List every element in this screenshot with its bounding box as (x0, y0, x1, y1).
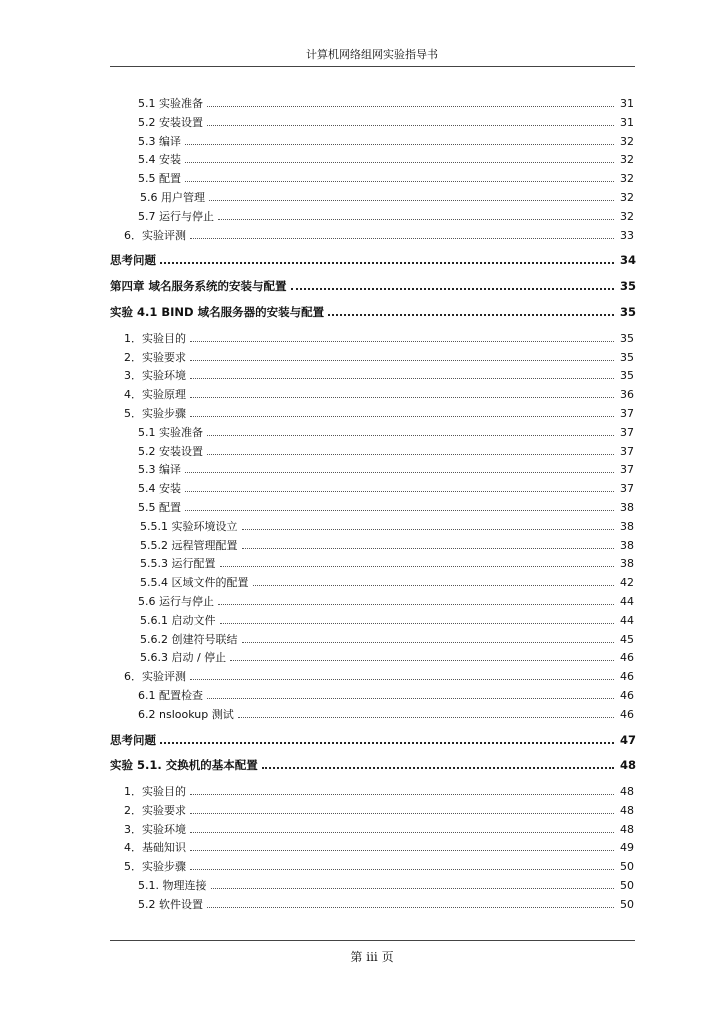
dot-leader (242, 528, 615, 530)
toc-entry-label: 2．实验要求 (124, 350, 186, 364)
toc-entry[interactable] (110, 858, 634, 877)
toc-entry-page-number: 50 (620, 897, 634, 911)
dot-leader (242, 547, 615, 549)
dot-leader (160, 261, 614, 264)
toc-entry-page-number: 45 (620, 632, 634, 646)
toc-entry[interactable] (110, 133, 634, 152)
dot-leader (328, 313, 614, 316)
toc-entry-label: 5.6 运行与停止 (138, 594, 214, 608)
toc-heading-entry[interactable] (110, 278, 637, 297)
toc-entry-label: 5.5.1 实验环境设立 (140, 519, 238, 533)
toc-entry-label: 5.2 软件设置 (138, 897, 203, 911)
toc-entry-page-number: 50 (620, 879, 634, 893)
page-number: 第 iii 页 (350, 950, 394, 964)
toc-entry-label: 5.3 编译 (138, 134, 181, 148)
toc-entry-label: 5.5 配置 (138, 500, 181, 514)
toc-entry-label: 5.4 安装 (138, 482, 181, 496)
dot-leader (218, 603, 614, 605)
toc-entry-label: 5.6.1 启动文件 (140, 613, 216, 627)
dot-leader (209, 199, 614, 201)
toc-entry-label: 5.5 配置 (138, 172, 181, 186)
toc-entry-label: 思考问题 (110, 732, 156, 747)
dot-leader (238, 716, 614, 718)
header-divider (110, 66, 635, 67)
toc-entry[interactable] (110, 227, 634, 246)
dot-leader (185, 509, 614, 511)
toc-entry-page-number: 32 (620, 190, 634, 204)
toc-entry[interactable] (110, 896, 634, 915)
toc-entry-label: 5.7 运行与停止 (138, 209, 214, 223)
toc-entry-page-number: 36 (620, 388, 634, 402)
dot-leader (220, 622, 615, 624)
dot-leader (207, 105, 614, 107)
dot-leader (185, 490, 614, 492)
toc-entry-page-number: 32 (620, 209, 634, 223)
toc-entry[interactable] (110, 208, 634, 227)
toc-entry-label: 3．实验环境 (124, 822, 186, 836)
toc-entry-page-number: 38 (620, 519, 634, 533)
dot-leader (190, 868, 614, 870)
toc-entry-page-number: 37 (620, 425, 634, 439)
page-header-title: 计算机网络组网实验指导书 (306, 48, 438, 61)
toc-entry-page-number: 48 (620, 803, 634, 817)
toc-entry-label: 5.1 实验准备 (138, 97, 203, 110)
dot-leader (291, 287, 614, 290)
dot-leader (207, 453, 614, 455)
toc-entry[interactable] (110, 631, 634, 650)
toc-heading-entry[interactable] (110, 252, 637, 271)
toc-entry-label: 5.5.4 区域文件的配置 (140, 576, 249, 590)
toc-entry-label: 5.3 编译 (138, 463, 181, 477)
toc-entry[interactable] (110, 649, 634, 668)
toc-entry-page-number: 38 (620, 557, 634, 571)
dot-leader (190, 340, 614, 342)
dot-leader (190, 396, 614, 398)
toc-entry[interactable] (110, 461, 634, 480)
toc-entry-label: 1．实验目的 (124, 331, 186, 345)
dot-leader (190, 678, 614, 680)
dot-leader (190, 415, 614, 417)
toc-entry[interactable] (110, 574, 634, 593)
toc-entry-page-number: 32 (620, 153, 634, 167)
toc-entry-label: 5．实验步骤 (124, 860, 186, 874)
toc-heading-entry[interactable] (110, 304, 637, 323)
toc-entry[interactable] (110, 821, 634, 840)
toc-entry[interactable] (110, 424, 634, 443)
toc-entry-label: 1．实验目的 (124, 785, 186, 799)
dot-leader (220, 565, 615, 567)
toc-entry-page-number: 34 (620, 253, 637, 268)
toc-entry-page-number: 50 (620, 860, 634, 874)
toc-entry-page-number: 46 (620, 707, 634, 721)
toc-entry-label: 第四章 域名服务系统的安装与配置 (110, 279, 287, 294)
toc-entry-label: 5.2 安装设置 (138, 115, 203, 129)
dot-leader (190, 237, 614, 239)
toc-entry[interactable] (110, 189, 634, 208)
toc-entry[interactable] (110, 349, 634, 368)
dot-leader (185, 161, 614, 163)
dot-leader (185, 471, 614, 473)
dot-leader (190, 793, 614, 795)
toc-entry-page-number: 35 (620, 279, 637, 294)
toc-entry-page-number: 35 (620, 369, 634, 383)
toc-entry-page-number: 37 (620, 482, 634, 496)
toc-entry[interactable] (110, 687, 634, 706)
toc-entry-page-number: 47 (620, 732, 637, 747)
dot-leader (218, 218, 614, 220)
dot-leader (207, 697, 614, 699)
toc-entry-label: 5.5.2 远程管理配置 (140, 538, 238, 552)
toc-entry-page-number: 31 (620, 97, 634, 110)
dot-leader (190, 812, 614, 814)
toc-entry-page-number: 44 (620, 613, 634, 627)
toc-entry-page-number: 37 (620, 406, 634, 420)
toc-entry[interactable] (110, 839, 634, 858)
toc-entry[interactable] (110, 555, 634, 574)
dot-leader (253, 584, 615, 586)
toc-entry[interactable] (110, 593, 634, 612)
dot-leader (185, 143, 614, 145)
toc-entry-label: 5.6.3 启动 / 停止 (140, 651, 227, 665)
toc-entry-label: 5．实验步骤 (124, 406, 186, 420)
dot-leader (160, 741, 614, 744)
toc-entry-label: 思考问题 (110, 253, 156, 268)
toc-entry-label: 4．基础知识 (124, 841, 186, 855)
toc-entry[interactable] (110, 114, 634, 133)
table-of-contents (110, 95, 637, 915)
toc-entry-page-number: 32 (620, 134, 634, 148)
toc-entry[interactable] (110, 706, 634, 725)
toc-entry-label: 实验 4.1 BIND 域名服务器的安装与配置 (110, 304, 325, 319)
footer-divider (110, 940, 635, 941)
dot-leader (211, 887, 615, 889)
toc-entry[interactable] (110, 170, 634, 189)
toc-entry[interactable] (110, 537, 634, 556)
toc-entry[interactable] (110, 151, 634, 170)
toc-entry-page-number: 49 (620, 841, 634, 855)
toc-entry-label: 5.1. 物理连接 (138, 879, 207, 893)
toc-entry-page-number: 46 (620, 670, 634, 684)
toc-entry-label: 实验 5.1. 交换机的基本配置 (110, 758, 258, 773)
toc-entry-page-number: 48 (620, 758, 637, 773)
toc-entry[interactable] (110, 95, 634, 114)
toc-entry-page-number: 38 (620, 538, 634, 552)
toc-entry-page-number: 38 (620, 500, 634, 514)
toc-entry-label: 5.2 安装设置 (138, 444, 203, 458)
toc-entry[interactable] (110, 668, 634, 687)
toc-entry-page-number: 35 (620, 304, 637, 319)
toc-entry-label: 2．实验要求 (124, 803, 186, 817)
dot-leader (242, 641, 615, 643)
toc-entry-page-number: 37 (620, 444, 634, 458)
toc-entry[interactable] (110, 330, 634, 349)
toc-entry-page-number: 32 (620, 172, 634, 186)
toc-heading-entry[interactable] (110, 732, 637, 751)
toc-entry-label: 6.1 配置检查 (138, 688, 203, 702)
toc-entry-label: 5.6.2 创建符号联结 (140, 632, 238, 646)
dot-leader (190, 359, 614, 361)
toc-entry-label: 5.1 实验准备 (138, 425, 203, 439)
toc-entry-page-number: 48 (620, 822, 634, 836)
toc-entry[interactable] (110, 443, 634, 462)
dot-leader (185, 180, 614, 182)
toc-entry-page-number: 35 (620, 331, 634, 345)
toc-entry[interactable] (110, 405, 634, 424)
dot-leader (190, 377, 614, 379)
toc-entry-label: 6．实验评测 (124, 670, 186, 684)
toc-entry-page-number: 35 (620, 350, 634, 364)
toc-entry-page-number: 46 (620, 688, 634, 702)
toc-entry[interactable] (110, 480, 634, 499)
toc-entry[interactable] (110, 802, 634, 821)
dot-leader (230, 659, 614, 661)
dot-leader (262, 766, 614, 769)
toc-entry-page-number: 33 (620, 228, 634, 242)
toc-entry-page-number: 48 (620, 785, 634, 799)
toc-entry-label: 5.5.3 运行配置 (140, 557, 216, 571)
toc-entry[interactable] (110, 783, 634, 802)
toc-heading-entry[interactable] (110, 757, 637, 776)
dot-leader (190, 849, 614, 851)
toc-entry[interactable] (110, 367, 634, 386)
toc-entry-label: 6．实验评测 (124, 228, 186, 242)
toc-entry-page-number: 31 (620, 115, 634, 129)
toc-entry-label: 5.4 安装 (138, 153, 181, 167)
dot-leader (207, 906, 614, 908)
toc-entry-label: 3．实验环境 (124, 369, 186, 383)
toc-entry-page-number: 42 (620, 576, 634, 590)
toc-entry-label: 6.2 nslookup 测试 (138, 707, 234, 721)
toc-entry[interactable] (110, 499, 634, 518)
toc-entry[interactable] (110, 877, 634, 896)
dot-leader (190, 831, 614, 833)
dot-leader (207, 434, 614, 436)
toc-entry[interactable] (110, 386, 634, 405)
toc-entry-label: 5.6 用户管理 (140, 190, 205, 204)
toc-entry-page-number: 44 (620, 594, 634, 608)
toc-entry[interactable] (110, 612, 634, 631)
toc-entry-label: 4．实验原理 (124, 388, 186, 402)
dot-leader (207, 124, 614, 126)
toc-entry[interactable] (110, 518, 634, 537)
toc-entry-page-number: 37 (620, 463, 634, 477)
toc-entry-page-number: 46 (620, 651, 634, 665)
